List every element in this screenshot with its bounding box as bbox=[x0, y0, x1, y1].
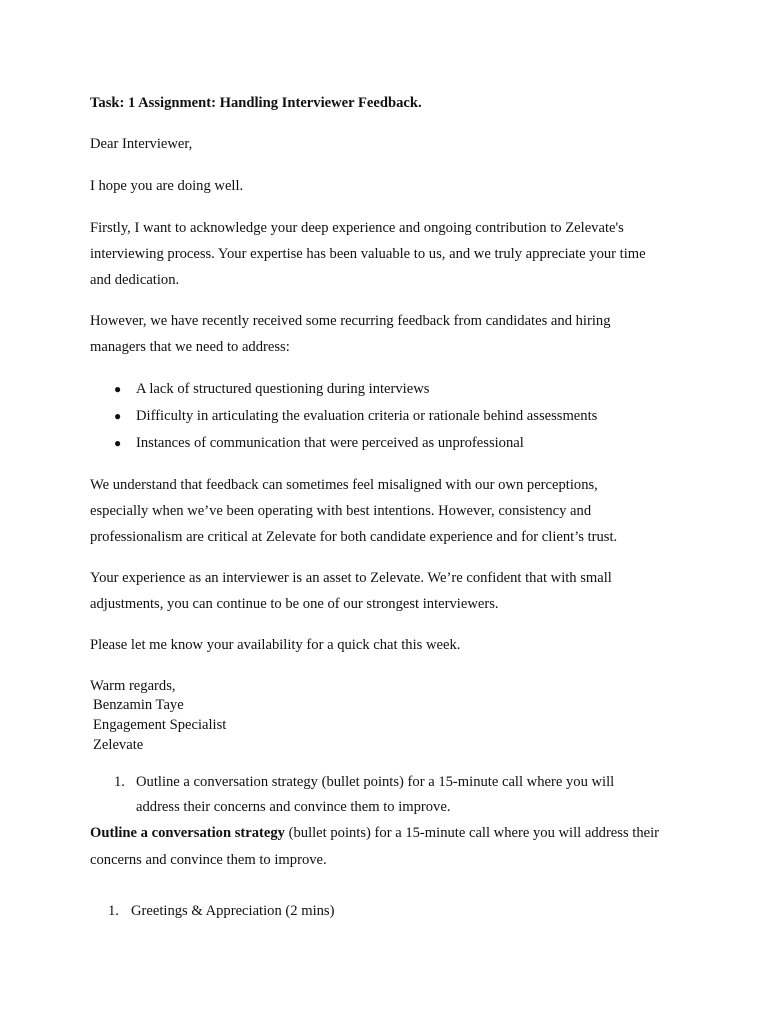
paragraph-1-line-1: Firstly, I want to acknowledge your deep experience and ongoing contribution to Zelevate's bbox=[90, 220, 624, 236]
paragraph-4-line-2: adjustments, you can continue to be one of our strongest interviewers. bbox=[90, 596, 499, 612]
signoff-role: Engagement Specialist bbox=[93, 717, 227, 733]
step-label: Greetings & Appreciation (2 mins) bbox=[131, 903, 335, 919]
question-number: 1. bbox=[114, 774, 125, 790]
list-item: A lack of structured questioning during interviews bbox=[136, 381, 430, 397]
list-item: Instances of communication that were perceived as unprofessional bbox=[136, 435, 524, 451]
salutation: Dear Interviewer, bbox=[90, 136, 193, 152]
bullet-icon: ● bbox=[114, 382, 122, 396]
answer-heading-line-1 bbox=[90, 824, 659, 842]
paragraph-1-line-3: and dedication. bbox=[90, 272, 180, 288]
paragraph-1-line-2: interviewing process. Your expertise has been valuable to us, and we truly appreciate your time bbox=[90, 246, 646, 262]
paragraph-2-line-2: managers that we need to address: bbox=[90, 339, 290, 355]
list-item: Difficulty in articulating the evaluation criteria or rationale behind assessments bbox=[136, 408, 598, 424]
answer-heading-rest: (bullet points) for a 15-minute call where you will address their bbox=[284, 825, 660, 841]
bullet-icon: ● bbox=[114, 409, 122, 423]
paragraph-3-line-2: especially when we’ve been operating with best intentions. However, consistency and bbox=[90, 503, 592, 519]
step-number: 1. bbox=[108, 903, 119, 919]
paragraph-5: Please let me know your availability for a quick chat this week. bbox=[90, 637, 461, 653]
paragraph-3-line-1: We understand that feedback can sometimes feel misaligned with our own perceptions, bbox=[90, 477, 598, 493]
document-title: Task: 1 Assignment: Handling Interviewer Feedback. bbox=[90, 95, 422, 111]
paragraph-2-line-1: However, we have recently received some recurring feedback from candidates and hiring bbox=[90, 313, 611, 329]
signoff-name: Benzamin Taye bbox=[93, 697, 184, 713]
paragraph-4-line-1: Your experience as an interviewer is an asset to Zelevate. We’re confident that with small bbox=[90, 570, 612, 586]
question-line-2: address their concerns and convince them to improve. bbox=[136, 799, 451, 815]
greeting-line: I hope you are doing well. bbox=[90, 178, 244, 194]
answer-heading-bold: Outline a conversation strategy bbox=[90, 825, 285, 841]
bullet-icon: ● bbox=[114, 436, 122, 450]
paragraph-3-line-3: professionalism are critical at Zelevate for both candidate experience and for client’s trust. bbox=[90, 529, 618, 545]
signoff-closing: Warm regards, bbox=[90, 678, 176, 694]
answer-heading-line-2: concerns and convince them to improve. bbox=[90, 852, 327, 868]
signoff-company: Zelevate bbox=[93, 737, 144, 753]
question-line-1: Outline a conversation strategy (bullet points) for a 15-minute call where you will bbox=[136, 774, 615, 790]
